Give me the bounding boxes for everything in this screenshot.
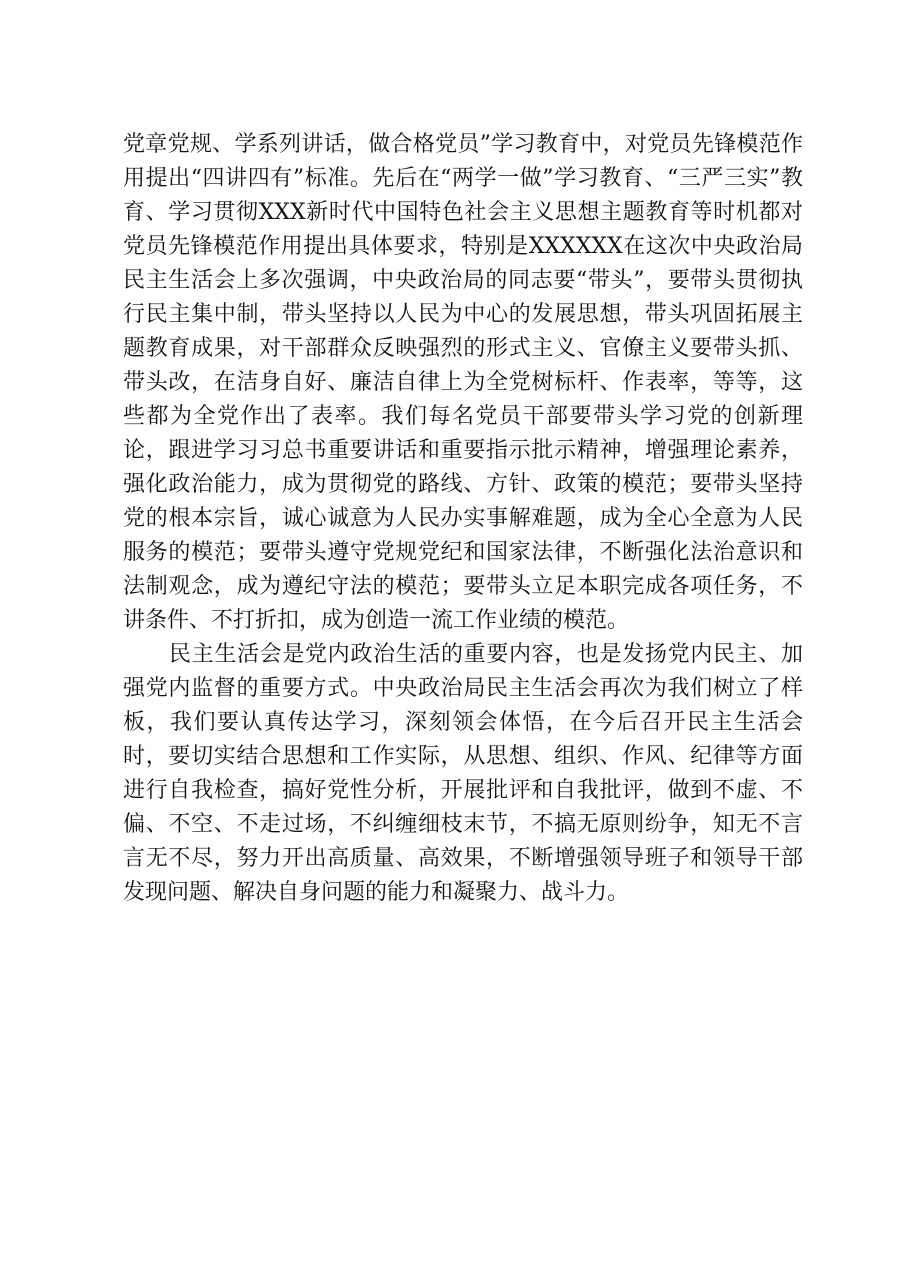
document-body	[123, 128, 803, 910]
paragraph-democratic-life-meeting: 民主生活会是党内政治生活的重要内容，也是发扬党内民主、加强党内监督的重要方式。中央政治局民主生活会再次为我们树立了样板，我们要认真传达学习，深刻领会体悟，在今后召开民主生活会时，要切实结合思想和工作实际，从思想、组织、作风、纪律等方面进行自我检查，搞好党性分析，开展批评和自我批评，做到不虚、不偏、不空、不走过场，不纠缠细枝末节，不搞无原则纷争，知无不言言无不尽，努力开出高质量、高效果，不断增强领导班子和领导干部发现问题、解决自身问题的能力和凝聚力、战斗力。	[123, 642, 803, 905]
paragraph-continuation: 党章党规、学系列讲话，做合格党员”学习教育中，对党员先锋模范作用提出“四讲四有”标准。先后在“两学一做”学习教育、“三严三实”教育、学习贯彻XXX新时代中国特色社会主义思想主题教育等时机都对党员先锋模范作用提出具体要求，特别是XXXXXX在这次中央政治局民主生活会上多次强调，中央政治局的同志要“带头”，要带头贯彻执行民主集中制，带头坚持以人民为中心的发展思想，带头巩固拓展主题教育成果，对干部群众反映强烈的形式主义、官僚主义要带头抓、带头改，在洁身自好、廉洁自律上为全党树标杆、作表率，等等，这些都为全党作出了表率。我们每名党员干部要带头学习党的创新理论，跟进学习习总书重要讲话和重要指示批示精神，增强理论素养，强化政治能力，成为贯彻党的路线、方针、政策的模范；要带头坚持党的根本宗旨，诚心诚意为人民办实事解难题，成为全心全意为人民服务的模范；要带头遵守党规党纪和国家法律，不断强化法治意识和法制观念，成为遵纪守法的模范；要带头立足本职完成各项任务，不讲条件、不打折扣，成为创造一流工作业绩的模范。	[123, 132, 803, 633]
